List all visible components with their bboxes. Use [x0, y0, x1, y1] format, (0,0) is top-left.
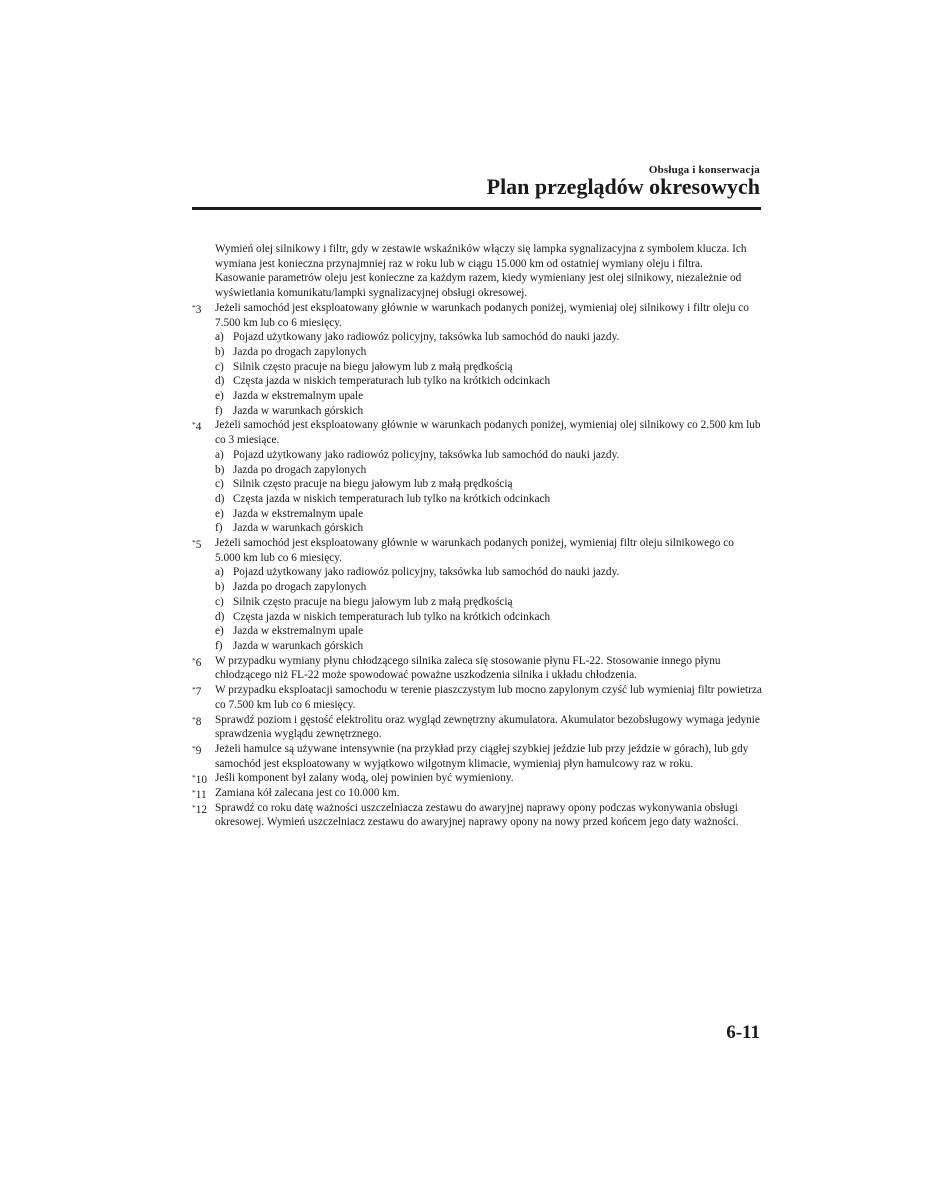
footnote — [192, 801, 762, 830]
condition-text: Silnik często pracuje na biegu jałowym lub z małą prędkością — [233, 595, 513, 608]
condition-label: b) — [215, 581, 225, 594]
condition-text: Częsta jazda w niskich temperaturach lub tylko na krótkich odcinkach — [233, 610, 551, 623]
footnote-marker: *8 — [192, 714, 202, 728]
intro-paragraph: Wymień olej silnikowy i filtr, gdy w zestawie wskaźników włączy się lampka sygnalizacyjna z symbolem klucza. Ich wymiana jest konieczna przynajmniej raz w roku lub w ciągu 15.000 km od ostatniej wymiany oleju i filtra. — [215, 243, 747, 270]
condition-item — [192, 463, 762, 478]
condition-label: d) — [215, 492, 225, 505]
condition-text: Jazda w warunkach górskich — [233, 404, 364, 417]
footnote-marker: *9 — [192, 743, 202, 757]
intro-paragraph: Kasowanie parametrów oleju jest konieczne za każdym razem, kiedy wymieniany jest olej silnikowy, niezależnie od wyświetlania komunikatu/lampki sygnalizacyjnej obsługi okresowej. — [215, 272, 742, 300]
condition-item — [192, 565, 762, 580]
condition-label: e) — [215, 507, 224, 520]
condition-text: Pojazd użytkowany jako radiowóz policyjny, taksówka lub samochód do nauki jazdy. — [233, 448, 620, 461]
content — [192, 242, 762, 830]
condition-text: Jazda w ekstremalnym upale — [233, 507, 364, 520]
footnote — [192, 683, 762, 712]
condition-text: Jazda po drogach zapylonych — [233, 345, 367, 358]
footnote-text: Jeżeli samochód jest eksploatowany głównie w warunkach podanych poniżej, wymieniaj olej silnikowy co 2.500 km lub co 3 miesiące. — [215, 419, 761, 447]
condition-label: a) — [215, 566, 224, 579]
condition-text: Jazda w warunkach górskich — [233, 639, 364, 652]
condition-label: d) — [215, 610, 225, 623]
footnote — [192, 742, 762, 771]
footnote-marker: *5 — [192, 538, 202, 552]
footnote-text: Jeżeli samochód jest eksploatowany głównie w warunkach podanych poniżej, wymieniaj filtr oleju silnikowego co 5.000 km lub co 6 miesięcy. — [215, 537, 734, 564]
footnote-marker: *6 — [192, 655, 202, 669]
condition-label: e) — [215, 625, 224, 638]
footnote-text: Sprawdź co roku datę ważności uszczelniacza zestawu do awaryjnej naprawy opony podczas wykonywania obsługi okresowej. Wymień uszczelniacz zestawu do awaryjnej naprawy opony na nowy przed końcem jego daty ważności. — [215, 801, 739, 829]
condition-label: b) — [215, 345, 225, 358]
condition-item — [192, 507, 762, 522]
condition-item — [192, 330, 762, 345]
condition-label: c) — [215, 478, 224, 491]
footnote — [192, 786, 762, 801]
condition-text: Pojazd użytkowany jako radiowóz policyjny, taksówka lub samochód do nauki jazdy. — [233, 566, 620, 579]
condition-label: b) — [215, 463, 225, 476]
footnote — [192, 654, 762, 683]
footnote — [192, 536, 762, 565]
condition-item — [192, 580, 762, 595]
condition-item — [192, 610, 762, 625]
footnote-text: Sprawdź poziom i gęstość elektrolitu oraz wygląd zewnętrzny akumulatora. Akumulator bezobsługowy wymaga jedynie sprawdzenia wyglądu zewnętrznego. — [215, 713, 760, 741]
condition-text: Częsta jazda w niskich temperaturach lub tylko na krótkich odcinkach — [233, 375, 551, 388]
footnote-text: Jeżeli samochód jest eksploatowany głównie w warunkach podanych poniżej, wymieniaj olej silnikowy i filtr oleju co 7.500 km lub co 6 miesięcy. — [215, 301, 749, 329]
condition-text: Pojazd użytkowany jako radiowóz policyjny, taksówka lub samochód do nauki jazdy. — [233, 331, 620, 344]
footnote — [192, 713, 762, 742]
condition-text: Jazda po drogach zapylonych — [233, 581, 367, 594]
footnote-marker: *12 — [192, 802, 208, 816]
condition-label: d) — [215, 375, 225, 388]
condition-item — [192, 477, 762, 492]
condition-item — [192, 360, 762, 375]
condition-text: Jazda w ekstremalnym upale — [233, 625, 364, 638]
footnote — [192, 418, 762, 447]
condition-item — [192, 374, 762, 389]
section-label: Obsługa i konserwacja — [648, 164, 760, 176]
condition-item — [192, 624, 762, 639]
condition-item — [192, 595, 762, 610]
condition-label: a) — [215, 448, 224, 461]
condition-text: Jazda w warunkach górskich — [233, 522, 364, 535]
footnote-text: Jeżeli hamulce są używane intensywnie (na przykład przy ciągłej szybkiej jeździe lub przy jeździe w górach), lub gdy samochód jest eksploatowany w wyjątkowo wilgotnym klimacie, wymieniaj płyn hamulcowy raz w roku. — [215, 742, 749, 770]
footnote-text: Zamiana kół zalecana jest co 10.000 km. — [215, 787, 400, 800]
page-number: 6-11 — [726, 1022, 760, 1043]
condition-item — [192, 345, 762, 360]
condition-item — [192, 639, 762, 654]
condition-item — [192, 521, 762, 536]
footnote-marker: *3 — [192, 302, 202, 316]
condition-item — [192, 492, 762, 507]
condition-text: Jazda po drogach zapylonych — [233, 463, 367, 476]
page-title: Plan przeglądów okresowych — [486, 174, 760, 199]
footnote — [192, 771, 762, 786]
condition-text: Jazda w ekstremalnym upale — [233, 390, 364, 403]
footnote — [192, 301, 762, 330]
condition-label: f) — [215, 404, 223, 417]
footnote-marker: *4 — [192, 420, 202, 434]
footnote-marker: *7 — [192, 685, 202, 699]
footnote-text: W przypadku wymiany płynu chłodzącego silnika zaleca się stosowanie płynu FL-22. Stosowanie innego płynu chłodzącego niż FL-22 może spowodować poważne uszkodzenia silnika i układu chłodzenia. — [215, 654, 721, 682]
condition-item — [192, 448, 762, 463]
condition-text: Silnik często pracuje na biegu jałowym lub z małą prędkością — [233, 478, 513, 491]
condition-label: e) — [215, 390, 224, 403]
condition-label: f) — [215, 639, 223, 652]
condition-text: Silnik często pracuje na biegu jałowym lub z małą prędkością — [233, 360, 513, 373]
condition-item — [192, 389, 762, 404]
condition-label: a) — [215, 331, 224, 344]
footnote-marker: *10 — [192, 773, 208, 787]
condition-label: c) — [215, 360, 224, 373]
footnote-text: W przypadku eksploatacji samochodu w terenie piaszczystym lub mocno zapylonym czyść lub wymieniaj filtr powietrza co 7.500 km lub co 6 miesięcy. — [215, 684, 762, 711]
condition-label: f) — [215, 522, 223, 535]
condition-text: Częsta jazda w niskich temperaturach lub tylko na krótkich odcinkach — [233, 492, 551, 505]
footnote-text: Jeśli komponent był zalany wodą, olej powinien być wymieniony. — [215, 772, 514, 785]
condition-label: c) — [215, 595, 224, 608]
footnote-marker: *11 — [192, 788, 207, 802]
condition-item — [192, 404, 762, 419]
header-rule — [192, 207, 761, 210]
